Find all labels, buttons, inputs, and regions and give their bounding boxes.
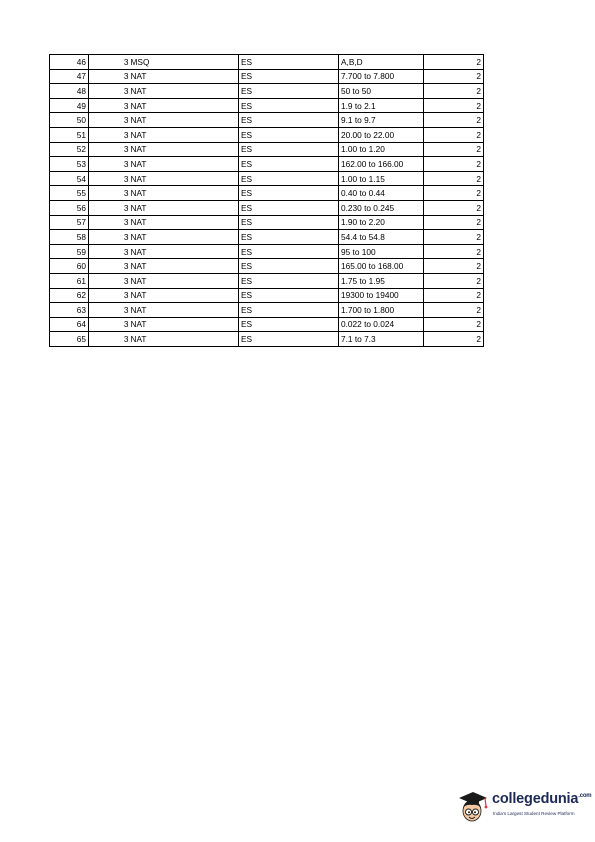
question-type-cell: NAT <box>130 200 239 215</box>
section-cell: 3 <box>89 200 130 215</box>
question-type-cell: MSQ <box>130 55 239 70</box>
question-type-cell: NAT <box>130 230 239 245</box>
marks-cell: 2 <box>424 186 484 201</box>
question-number-cell: 60 <box>50 259 89 274</box>
table-row <box>50 273 484 288</box>
answer-key-cell: 19300 to 19400 <box>339 288 424 303</box>
question-type-cell: NAT <box>130 244 239 259</box>
answer-key-cell: 1.700 to 1.800 <box>339 303 424 318</box>
section-cell: 3 <box>89 84 130 99</box>
section-cell: 3 <box>89 55 130 70</box>
marks-cell: 2 <box>424 157 484 172</box>
table-row <box>50 69 484 84</box>
answer-key-cell: 0.230 to 0.245 <box>339 200 424 215</box>
marks-cell: 2 <box>424 84 484 99</box>
logo-brand-suffix: .com <box>578 793 592 800</box>
section-cell: 3 <box>89 303 130 318</box>
table-row <box>50 259 484 274</box>
question-type-cell: NAT <box>130 273 239 288</box>
answer-key-cell: 1.00 to 1.20 <box>339 142 424 157</box>
table-row <box>50 84 484 99</box>
table-row <box>50 230 484 245</box>
section-cell: 3 <box>89 273 130 288</box>
question-type-cell: NAT <box>130 259 239 274</box>
subject-cell: ES <box>239 171 339 186</box>
section-cell: 3 <box>89 98 130 113</box>
subject-cell: ES <box>239 273 339 288</box>
marks-cell: 2 <box>424 142 484 157</box>
section-cell: 3 <box>89 317 130 332</box>
marks-cell: 2 <box>424 259 484 274</box>
marks-cell: 2 <box>424 317 484 332</box>
question-type-cell: NAT <box>130 303 239 318</box>
answer-key-table-body <box>50 55 484 347</box>
section-cell: 3 <box>89 332 130 347</box>
question-number-cell: 48 <box>50 84 89 99</box>
table-row <box>50 215 484 230</box>
answer-key-cell: 7.700 to 7.800 <box>339 69 424 84</box>
question-type-cell: NAT <box>130 98 239 113</box>
question-type-cell: NAT <box>130 157 239 172</box>
answer-key-cell: 1.75 to 1.95 <box>339 273 424 288</box>
marks-cell: 2 <box>424 113 484 128</box>
question-number-cell: 49 <box>50 98 89 113</box>
answer-key-cell: 1.00 to 1.15 <box>339 171 424 186</box>
table-row <box>50 244 484 259</box>
subject-cell: ES <box>239 230 339 245</box>
question-number-cell: 59 <box>50 244 89 259</box>
marks-cell: 2 <box>424 69 484 84</box>
logo-brand-text: collegedunia <box>492 791 579 807</box>
marks-cell: 2 <box>424 273 484 288</box>
question-number-cell: 53 <box>50 157 89 172</box>
mascot-icon <box>456 789 490 825</box>
question-type-cell: NAT <box>130 215 239 230</box>
answer-key-cell: 0.40 to 0.44 <box>339 186 424 201</box>
subject-cell: ES <box>239 332 339 347</box>
subject-cell: ES <box>239 69 339 84</box>
section-cell: 3 <box>89 186 130 201</box>
answer-key-cell: 7.1 to 7.3 <box>339 332 424 347</box>
section-cell: 3 <box>89 244 130 259</box>
section-cell: 3 <box>89 230 130 245</box>
subject-cell: ES <box>239 84 339 99</box>
question-type-cell: NAT <box>130 142 239 157</box>
question-type-cell: NAT <box>130 186 239 201</box>
subject-cell: ES <box>239 186 339 201</box>
table-row <box>50 55 484 70</box>
marks-cell: 2 <box>424 98 484 113</box>
table-row <box>50 200 484 215</box>
subject-cell: ES <box>239 317 339 332</box>
answer-key-cell: 165.00 to 168.00 <box>339 259 424 274</box>
question-type-cell: NAT <box>130 69 239 84</box>
subject-cell: ES <box>239 215 339 230</box>
answer-key-cell: 162.00 to 166.00 <box>339 157 424 172</box>
answer-key-cell: 20.00 to 22.00 <box>339 127 424 142</box>
table-row <box>50 317 484 332</box>
marks-cell: 2 <box>424 332 484 347</box>
question-number-cell: 50 <box>50 113 89 128</box>
table-row <box>50 332 484 347</box>
question-number-cell: 56 <box>50 200 89 215</box>
question-number-cell: 61 <box>50 273 89 288</box>
table-row <box>50 113 484 128</box>
table-row <box>50 186 484 201</box>
subject-cell: ES <box>239 127 339 142</box>
marks-cell: 2 <box>424 288 484 303</box>
marks-cell: 2 <box>424 303 484 318</box>
marks-cell: 2 <box>424 171 484 186</box>
table-row <box>50 142 484 157</box>
subject-cell: ES <box>239 200 339 215</box>
marks-cell: 2 <box>424 55 484 70</box>
table-row <box>50 157 484 172</box>
question-number-cell: 55 <box>50 186 89 201</box>
marks-cell: 2 <box>424 215 484 230</box>
answer-key-cell: A,B,D <box>339 55 424 70</box>
answer-key-cell: 54.4 to 54.8 <box>339 230 424 245</box>
subject-cell: ES <box>239 157 339 172</box>
section-cell: 3 <box>89 69 130 84</box>
question-type-cell: NAT <box>130 288 239 303</box>
question-number-cell: 51 <box>50 127 89 142</box>
section-cell: 3 <box>89 127 130 142</box>
answer-key-cell: 1.90 to 2.20 <box>339 215 424 230</box>
answer-key-cell: 9.1 to 9.7 <box>339 113 424 128</box>
subject-cell: ES <box>239 142 339 157</box>
subject-cell: ES <box>239 55 339 70</box>
section-cell: 3 <box>89 171 130 186</box>
marks-cell: 2 <box>424 230 484 245</box>
section-cell: 3 <box>89 259 130 274</box>
logo-tagline: India's Largest Student Review Platform <box>493 811 575 816</box>
marks-cell: 2 <box>424 244 484 259</box>
subject-cell: ES <box>239 303 339 318</box>
logo-brand-name <box>492 791 591 807</box>
question-number-cell: 64 <box>50 317 89 332</box>
question-number-cell: 63 <box>50 303 89 318</box>
question-type-cell: NAT <box>130 113 239 128</box>
answer-key-cell: 95 to 100 <box>339 244 424 259</box>
section-cell: 3 <box>89 142 130 157</box>
collegedunia-logo <box>454 787 592 827</box>
section-cell: 3 <box>89 288 130 303</box>
subject-cell: ES <box>239 288 339 303</box>
table-row <box>50 288 484 303</box>
question-number-cell: 62 <box>50 288 89 303</box>
table-row <box>50 303 484 318</box>
table-row <box>50 171 484 186</box>
question-number-cell: 65 <box>50 332 89 347</box>
section-cell: 3 <box>89 113 130 128</box>
answer-key-table <box>49 54 484 347</box>
subject-cell: ES <box>239 244 339 259</box>
question-type-cell: NAT <box>130 127 239 142</box>
question-number-cell: 52 <box>50 142 89 157</box>
question-type-cell: NAT <box>130 332 239 347</box>
table-row <box>50 98 484 113</box>
question-type-cell: NAT <box>130 84 239 99</box>
answer-key-cell: 0.022 to 0.024 <box>339 317 424 332</box>
section-cell: 3 <box>89 215 130 230</box>
question-number-cell: 47 <box>50 69 89 84</box>
question-number-cell: 58 <box>50 230 89 245</box>
section-cell: 3 <box>89 157 130 172</box>
question-number-cell: 46 <box>50 55 89 70</box>
question-number-cell: 57 <box>50 215 89 230</box>
subject-cell: ES <box>239 98 339 113</box>
question-number-cell: 54 <box>50 171 89 186</box>
answer-key-cell: 1.9 to 2.1 <box>339 98 424 113</box>
marks-cell: 2 <box>424 127 484 142</box>
subject-cell: ES <box>239 113 339 128</box>
question-type-cell: NAT <box>130 171 239 186</box>
answer-key-cell: 50 to 50 <box>339 84 424 99</box>
subject-cell: ES <box>239 259 339 274</box>
table-row <box>50 127 484 142</box>
question-type-cell: NAT <box>130 317 239 332</box>
marks-cell: 2 <box>424 200 484 215</box>
